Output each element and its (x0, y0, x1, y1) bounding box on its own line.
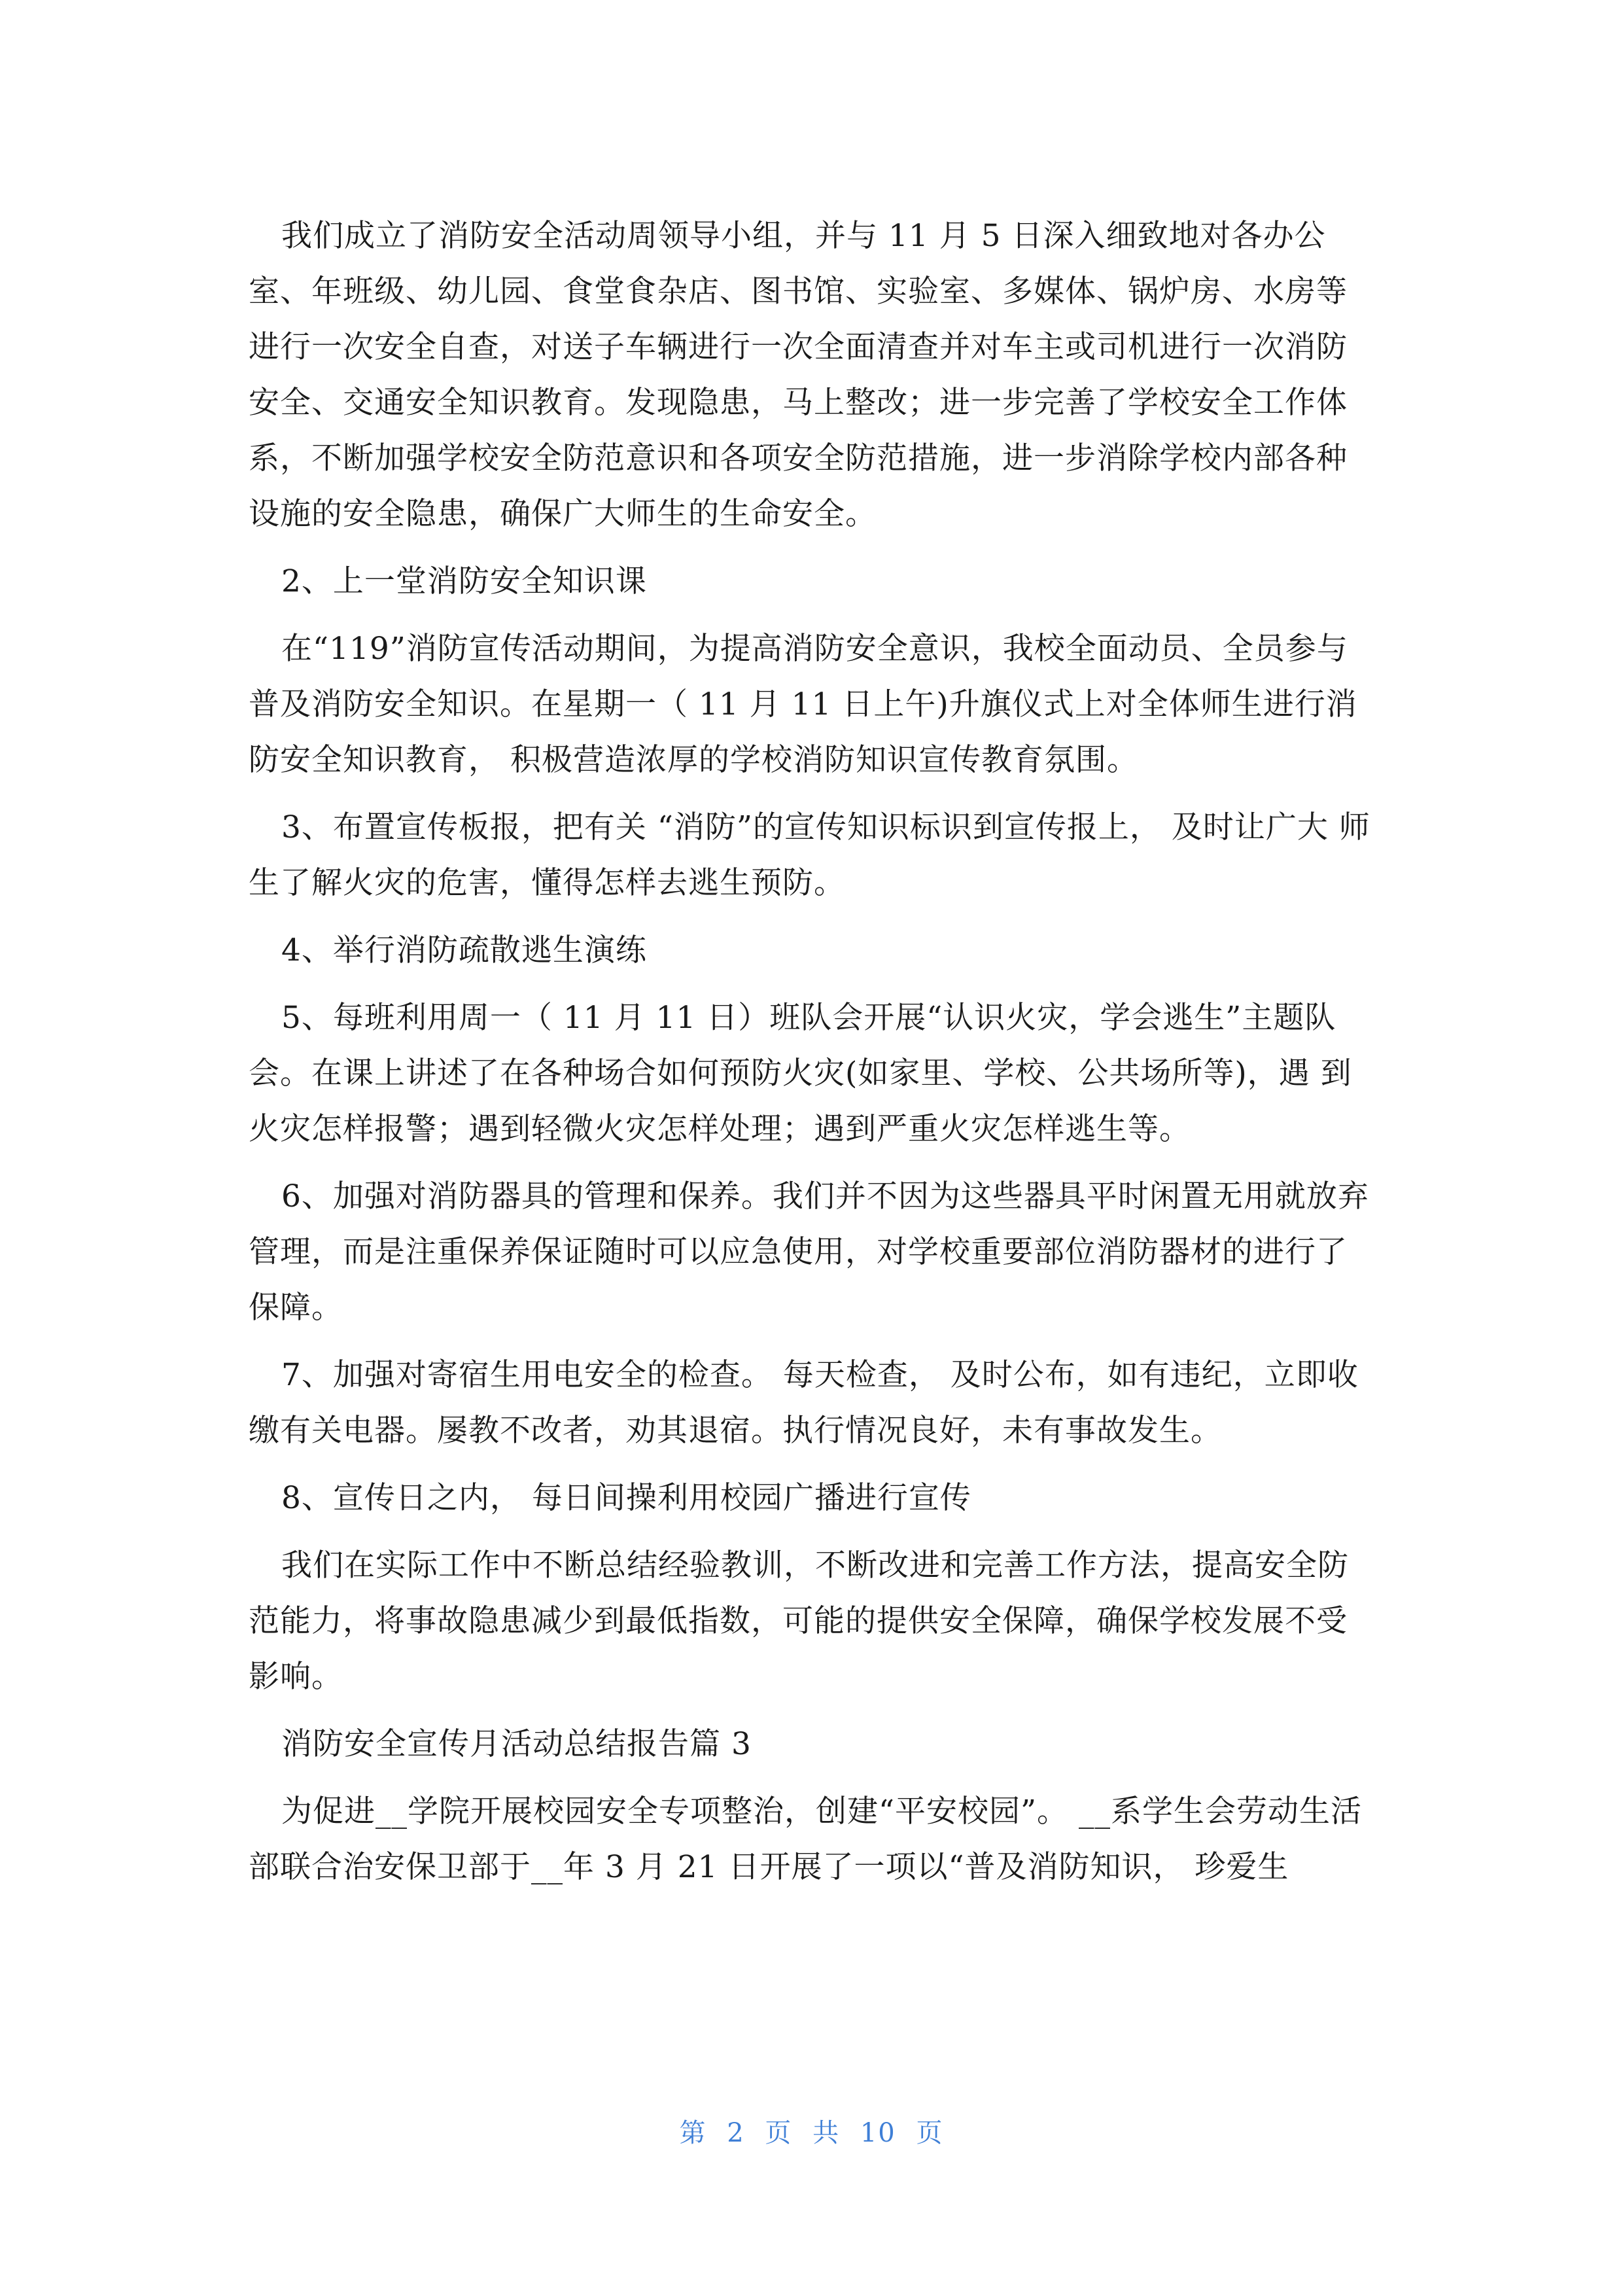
paragraph-part-3-intro: 为促进__学院开展校园安全专项整治，创建“平安校园”。 __系学生会劳动生活部联合治安保卫部于__年 3 月 21 日开展了一项以“普及消防知识， 珍爱生 (249, 1793, 1362, 1885)
paragraph-item-2-heading: 2、上一堂消防安全知识课 (281, 563, 647, 599)
paragraph-item-7-dorm-inspection: 7、加强对寄宿生用电安全的检查。 每天检查， 及时公布，如有违纪，立即收 缴有关电器。屡教不改者，劝其退宿。执行情况良好，未有事故发生。 (249, 1357, 1359, 1449)
paragraph-item-8-broadcast: 8、宣传日之内， 每日间操利用校园广播进行宣传 (281, 1480, 971, 1516)
paragraph-self-inspection: 我们成立了消防安全活动周领导小组，并与 11 月 5 日深入细致地对各办公室、年班级、幼儿园、食堂食杂店、图书馆、实验室、多媒体、锅炉房、水房等进行一次安全自查，对送子车辆进行一次全面清查并对车主或司机进行一次消防安全、交通安全知识教育。发现隐患，马上整改；进一步完善了学校安全工作体系，不断加强学校安全防范意识和各项安全防范措施，进一步消除学校内部各种设施的安全隐患，确保广大师生的生命安全。 (249, 218, 1348, 532)
paragraph-summary: 我们在实际工作中不断总结经验教训，不断改进和完善工作方法，提高安全防范能力，将事故隐患减少到最低指数，可能的提供安全保障，确保学校发展不受影响。 (249, 1547, 1349, 1695)
page-number-footer: 第 2 页 共 10 页 (679, 2118, 944, 2148)
paragraph-119-campaign: 在“119”消防宣传活动期间，为提高消防安全意识，我校全面动员、全员参与普及消防安全知识。在星期一（ 11 月 11 日上午)升旗仪式上对全体师生进行消防安全知识教育， 积极营造浓厚的学校消防知识宣传教育氛围。 (249, 631, 1357, 778)
document-body (249, 208, 1377, 1895)
paragraph-item-6-equipment: 6、加强对消防器具的管理和保养。我们并不因为这些器具平时闲置无用就放弃管理，而是注重保养保证随时可以应急使用，对学校重要部位消防器材的进行了保障。 (249, 1178, 1369, 1326)
paragraph-item-4-drill: 4、举行消防疏散逃生演练 (281, 932, 647, 968)
paragraph-item-3-bulletin: 3、布置宣传板报，把有关 “消防”的宣传知识标识到宣传报上， 及时让广大 师生了解火灾的危害，懂得怎样去逃生预防。 (249, 809, 1370, 901)
section-title-part-3: 消防安全宣传月活动总结报告篇 3 (281, 1726, 752, 1762)
paragraph-item-5-class-meeting: 5、每班利用周一（ 11 月 11 日）班队会开展“认识火灾，学会逃生”主题队 会。在课上讲述了在各种场合如何预防火灾(如家里、学校、公共场所等)，遇 到火灾怎样报警；遇到轻微火灾怎样处理；遇到严重火灾怎样逃生等。 (249, 1000, 1352, 1147)
